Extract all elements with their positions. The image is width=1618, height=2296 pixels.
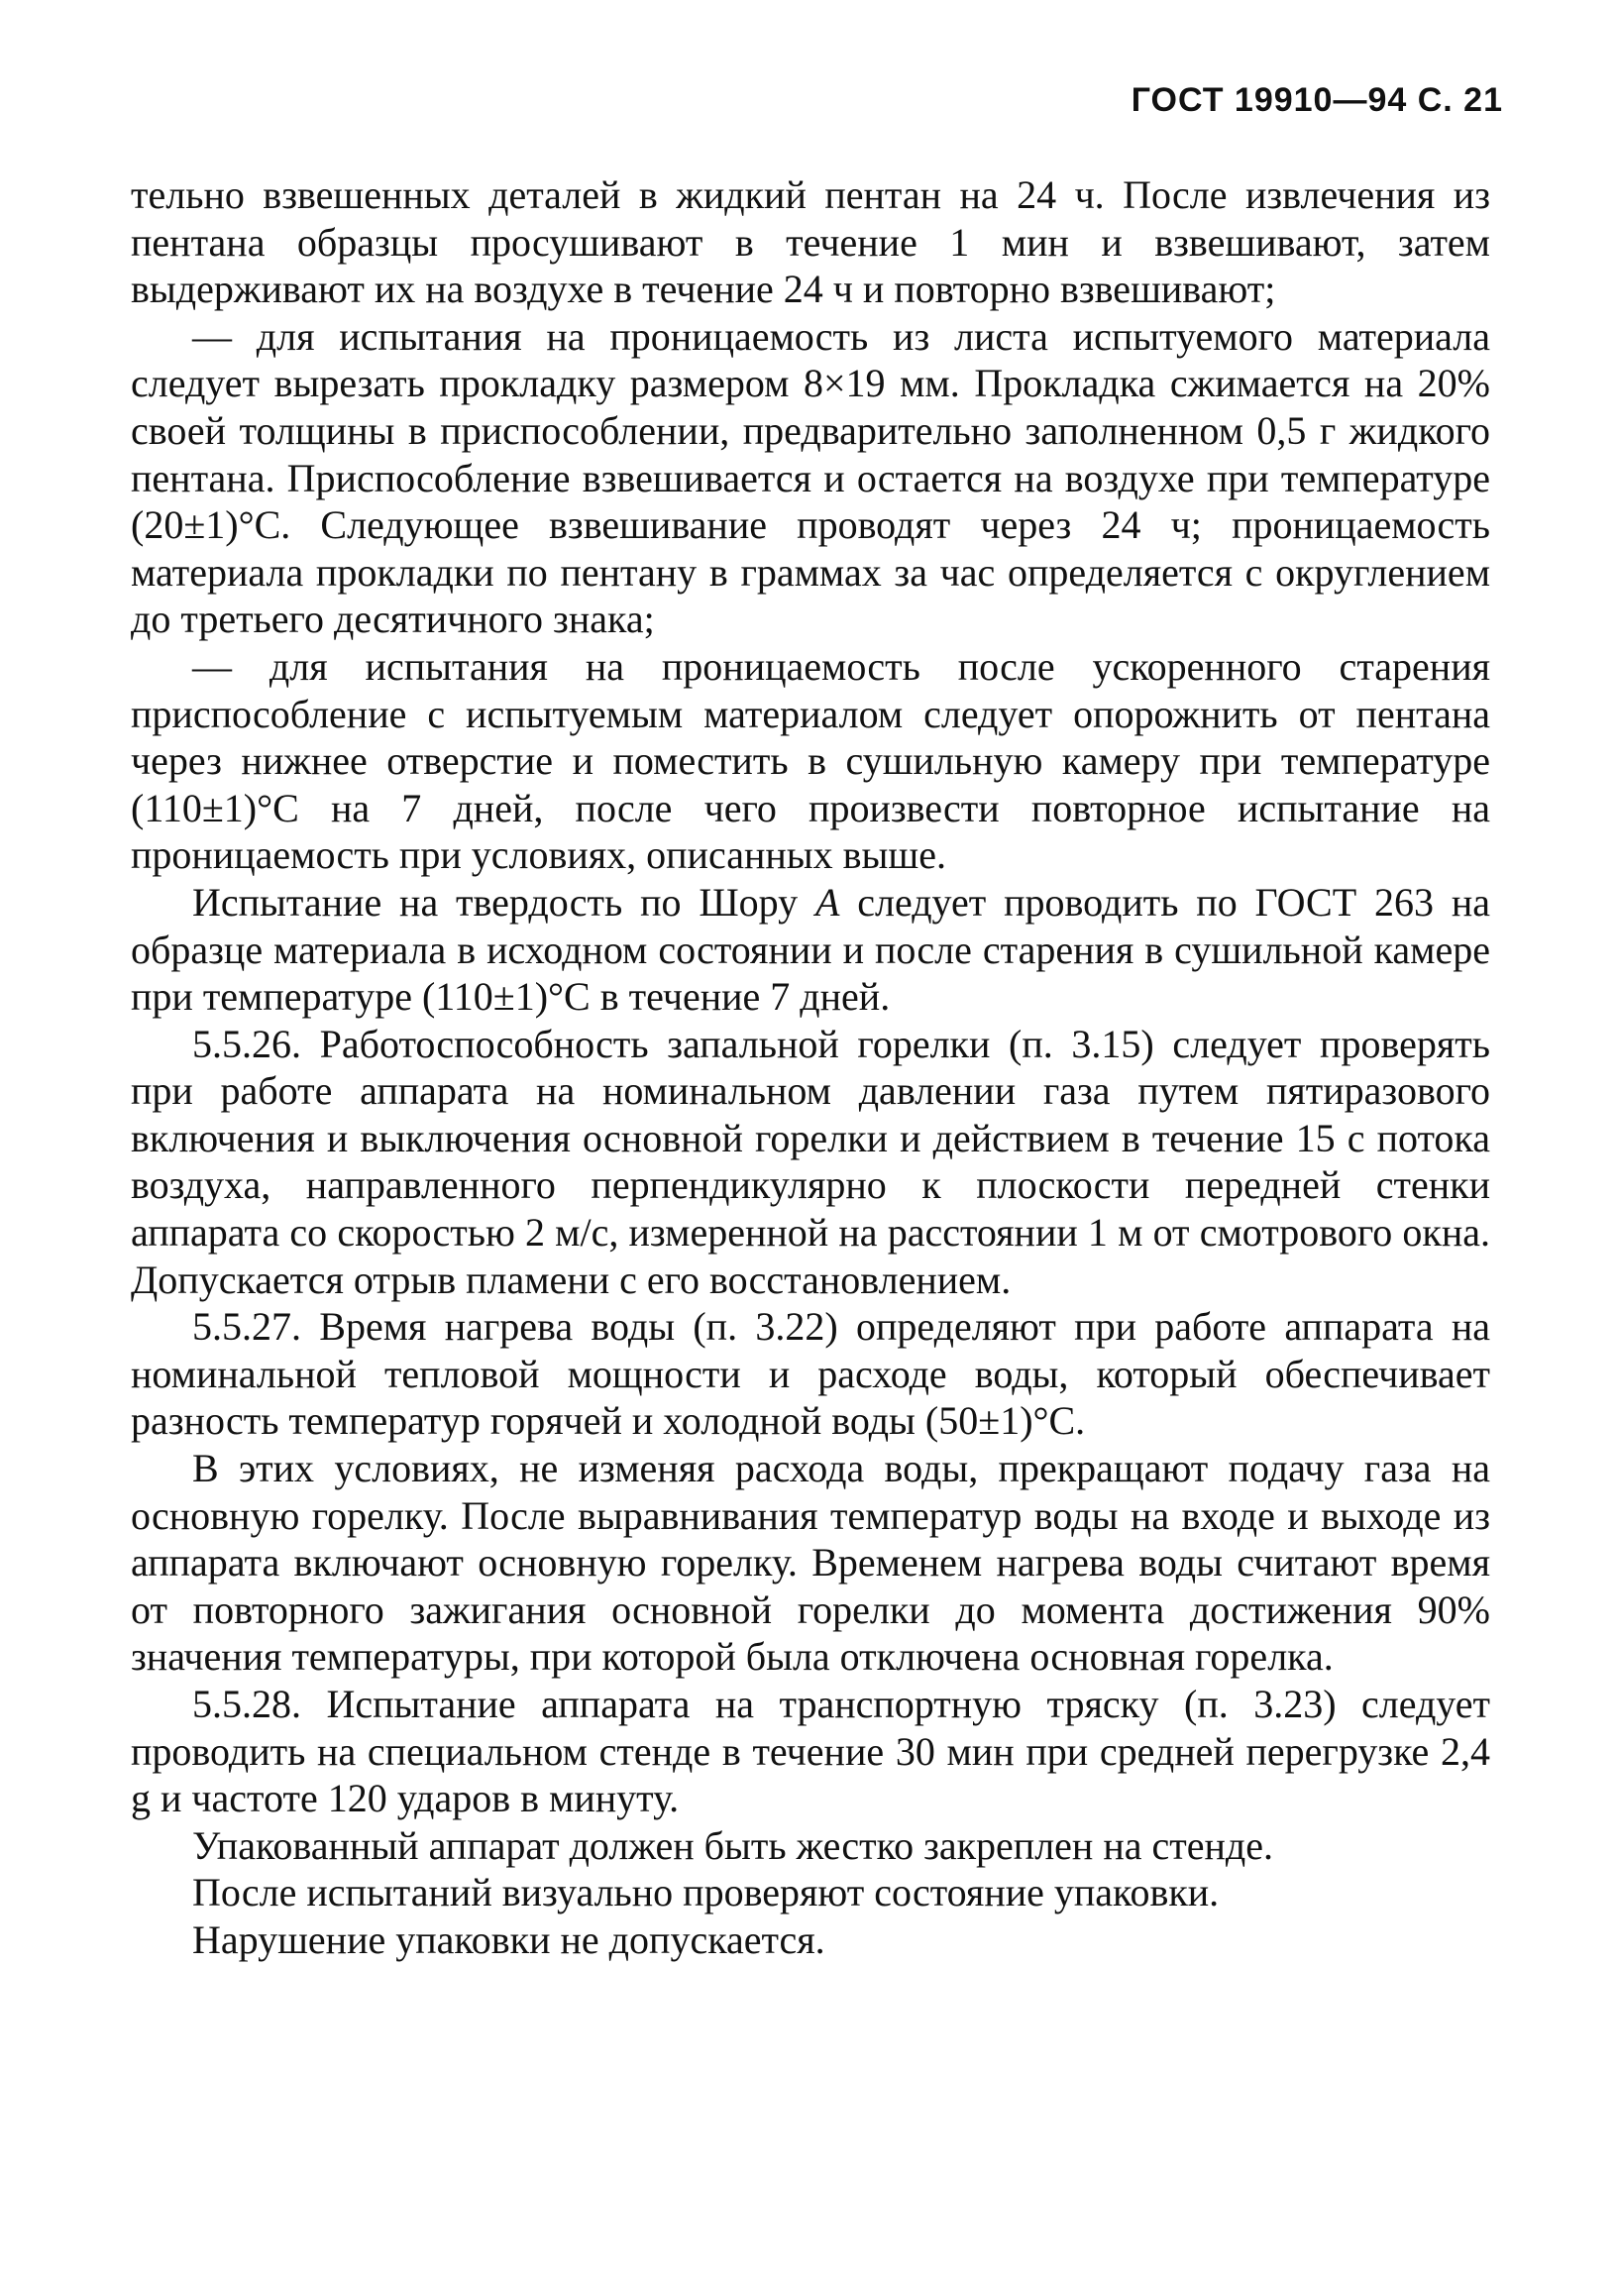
clause-5-5-26: 5.5.26. Работоспособность запальной горелки (п. 3.15) следует проверять при работе аппарата на номинальном давлении газа путем пятиразового включения и выключения основной горелки и действием в течение 15 с потока воздуха, направленного перпендикулярно к плоскости передней стенки аппарата со скоростью 2 м/с, измеренной на расстоянии 1 м от смотрового окна. Допускается отрыв пламени с его восстановлением. bbox=[131, 1021, 1490, 1302]
clause-5-5-28: 5.5.28. Испытание аппарата на транспортную тряску (п. 3.23) следует проводить на специальном стенде в течение 30 мин при средней перегрузке 2,4 g и частоте 120 ударов в минуту. bbox=[131, 1682, 1490, 1821]
running-header: ГОСТ 19910—94 С. 21 bbox=[1131, 81, 1503, 119]
paragraph-aging-test: — для испытания на проницаемость после ускоренного старения приспособление с испытуемым материалом следует опорожнить от пентана через нижнее отверстие и поместить в сушильную камеру при температуре (110±1)°С на 7 дней, после чего произвести повторное испытание на проницаемость при условиях, описанных выше. bbox=[131, 643, 1490, 878]
clause-5-5-28-fixing: Упакованный аппарат должен быть жестко закреплен на стенде. bbox=[192, 1822, 1273, 1868]
hardness-text-before: Испытание на твердость по Шору bbox=[192, 879, 815, 925]
clause-5-5-27: 5.5.27. Время нагрева воды (п. 3.22) определяют при работе аппарата на номинальной тепловой мощности и расходе воды, который обеспечивает разность температур горячей и холодной воды (50±1)°С. bbox=[131, 1304, 1490, 1444]
clause-5-5-28-inspection: После испытаний визуально проверяют состояние упаковки. bbox=[192, 1870, 1220, 1915]
paragraph-permeability-test: — для испытания на проницаемость из листа испытуемого материала следует вырезать прокладку размером 8×19 мм. Прокладка сжимается на 20% своей толщины в приспособлении, предварительно заполненном 0,5 г жидкого пентана. Приспособление взвешивается и остается на воздухе при температуре (20±1)°С. Следующее взвешивание проводят через 24 ч; проницаемость материала прокладки по пентану в граммах за час определяется с округлением до третьего десятичного знака; bbox=[131, 313, 1490, 642]
paragraph-hardness-test bbox=[131, 879, 1490, 1021]
paragraph-continuation: тельно взвешенных деталей в жидкий пентан на 24 ч. После извлечения из пентана образцы просушивают в течение 1 мин и взвешивают, затем выдерживают их на воздухе в течение 24 ч и повторно взвешивают; bbox=[131, 172, 1490, 312]
body-text bbox=[131, 171, 1490, 1964]
shore-scale-letter: А bbox=[814, 879, 840, 925]
clause-5-5-28-requirement: Нарушение упаковки не допускается. bbox=[192, 1916, 825, 1962]
clause-5-5-27-continuation: В этих условиях, не изменяя расхода воды, прекращают подачу газа на основную горелку. После выравнивания температур воды на входе и выходе из аппарата включают основную горелку. Временем нагрева воды считают время от повторного зажигания основной горелки до момента достижения 90% значения температуры, при которой была отключена основная горелка. bbox=[131, 1446, 1490, 1680]
hardness-text-after: следует проводить по ГОСТ 263 на образце материала в исходном состоянии и после старения в сушильной камере при температуре (110±1)°С в течение 7 дней. bbox=[131, 879, 1490, 1020]
